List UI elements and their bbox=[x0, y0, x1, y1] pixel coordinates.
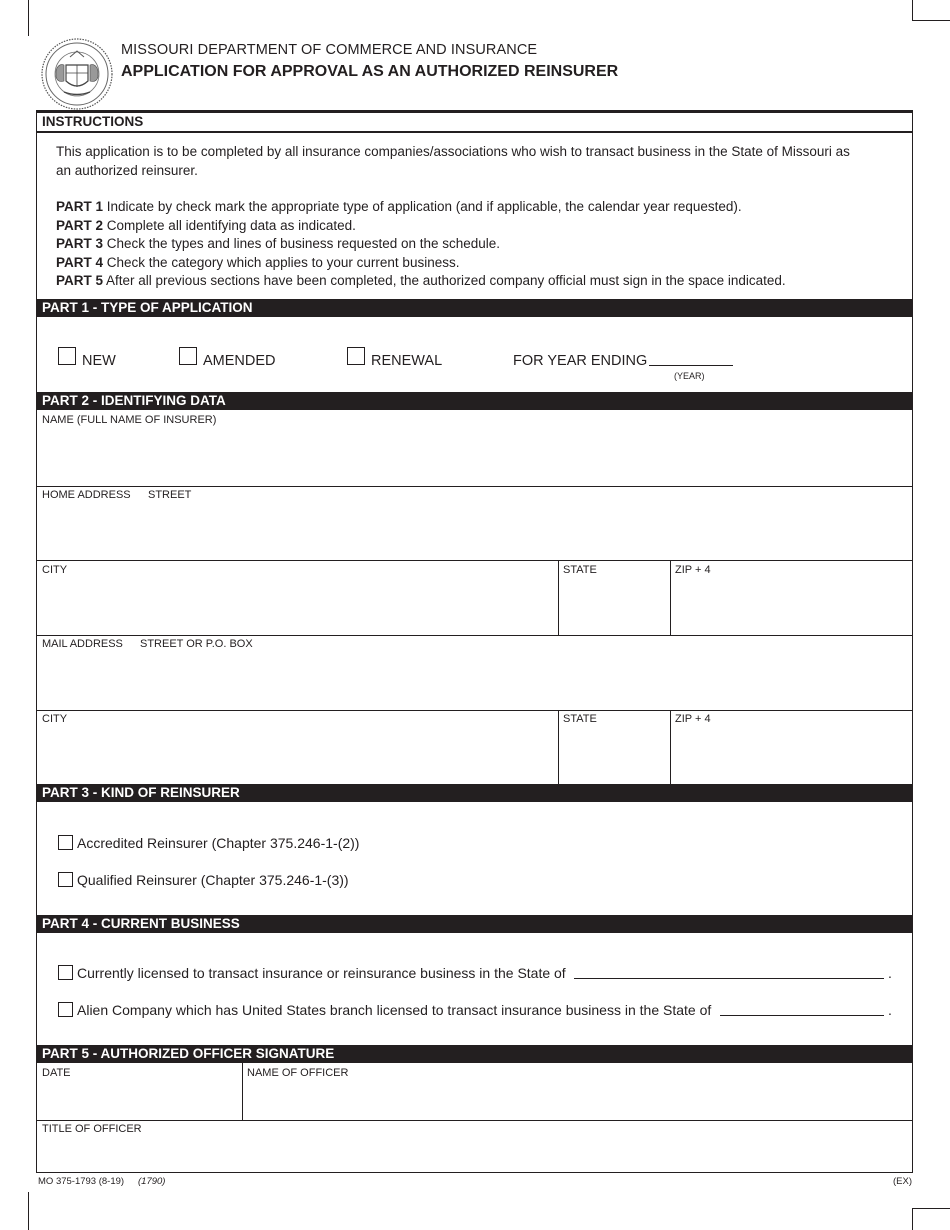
instructions-intro-line1: This application is to be completed by all insurance companies/associations who wish to transact business in the State of Missouri as bbox=[56, 144, 850, 159]
instruction-part-5 bbox=[56, 272, 786, 291]
accredited-label: Accredited Reinsurer (Chapter 375.246-1-(2)) bbox=[77, 835, 360, 851]
divider bbox=[37, 486, 912, 487]
part2-heading: PART 2 - IDENTIFYING DATA bbox=[36, 392, 913, 410]
mail-city-label: CITY bbox=[42, 713, 68, 725]
mail-street-label: STREET OR P.O. BOX bbox=[140, 638, 253, 650]
year-ending-label: FOR YEAR ENDING bbox=[513, 353, 648, 369]
part5-heading: PART 5 - AUTHORIZED OFFICER SIGNATURE bbox=[36, 1045, 913, 1063]
year-ending-field[interactable] bbox=[649, 365, 733, 366]
instruction-part-text: After all previous sections have been completed, the authorized company official must sign in the space indicated. bbox=[106, 273, 786, 288]
qualified-checkbox[interactable] bbox=[58, 872, 73, 887]
mail-street-field[interactable] bbox=[37, 652, 912, 708]
mail-state-label: STATE bbox=[563, 713, 597, 725]
licensed-checkbox[interactable] bbox=[58, 965, 73, 980]
divider bbox=[37, 1120, 912, 1121]
divider bbox=[37, 635, 912, 636]
date-field[interactable] bbox=[37, 1080, 241, 1118]
officer-name-field[interactable] bbox=[243, 1080, 912, 1118]
agency-name: MISSOURI DEPARTMENT OF COMMERCE AND INSURANCE bbox=[121, 42, 538, 58]
instruction-part-text: Check the types and lines of business requested on the schedule. bbox=[106, 236, 501, 251]
officer-title-field[interactable] bbox=[37, 1136, 912, 1172]
new-label: NEW bbox=[82, 353, 116, 369]
alien-state-field[interactable] bbox=[720, 1015, 884, 1016]
instruction-part-text: Indicate by check mark the appropriate type of application (and if applicable, the calendar year requested). bbox=[106, 199, 742, 214]
instruction-part-1 bbox=[56, 198, 742, 217]
instruction-part-4 bbox=[56, 254, 459, 273]
qualified-label: Qualified Reinsurer (Chapter 375.246-1-(3)) bbox=[77, 872, 349, 888]
instruction-part-text: Check the category which applies to your current business. bbox=[106, 254, 460, 270]
licensed-label: Currently licensed to transact insurance or reinsurance business in the State of bbox=[77, 965, 566, 981]
form-ex: (EX) bbox=[893, 1176, 912, 1187]
form-title: APPLICATION FOR APPROVAL AS AN AUTHORIZED REINSURER bbox=[121, 63, 619, 80]
form-code: (1790) bbox=[138, 1176, 166, 1187]
instruction-part-2 bbox=[56, 217, 356, 236]
home-zip-label: ZIP + 4 bbox=[675, 564, 711, 576]
part1-heading: PART 1 - TYPE OF APPLICATION bbox=[36, 299, 913, 317]
instruction-part-label: PART 4 bbox=[56, 254, 104, 270]
crop-mark-bottom-right-v bbox=[912, 1208, 913, 1230]
instruction-part-label: PART 2 bbox=[56, 217, 104, 233]
mail-zip-label: ZIP + 4 bbox=[675, 713, 711, 725]
amended-checkbox[interactable] bbox=[179, 347, 197, 365]
licensed-state-field[interactable] bbox=[574, 978, 884, 979]
crop-mark-top-right-v bbox=[912, 0, 913, 20]
home-zip-field[interactable] bbox=[671, 577, 912, 633]
instruction-part-label: PART 3 bbox=[56, 236, 104, 251]
instruction-part-label: PART 1 bbox=[56, 199, 104, 214]
form-number: MO 375-1793 (8-19) bbox=[38, 1176, 125, 1187]
home-street-label: STREET bbox=[148, 489, 192, 501]
instruction-part-label: PART 5 bbox=[56, 273, 104, 288]
crop-mark-bottom-right-h bbox=[912, 1208, 950, 1209]
alien-label: Alien Company which has United States branch licensed to transact insurance business in the State of bbox=[77, 1002, 712, 1018]
new-checkbox[interactable] bbox=[58, 347, 76, 365]
mail-state-field[interactable] bbox=[559, 727, 669, 783]
date-label: DATE bbox=[42, 1067, 71, 1079]
divider bbox=[37, 560, 912, 561]
officer-name-label: NAME OF OFFICER bbox=[247, 1067, 349, 1079]
mail-address-label: MAIL ADDRESS bbox=[42, 638, 123, 650]
officer-title-label: TITLE OF OFFICER bbox=[42, 1123, 142, 1135]
instructions-heading: INSTRUCTIONS bbox=[37, 113, 912, 133]
year-sublabel: (YEAR) bbox=[674, 371, 705, 381]
divider bbox=[37, 710, 912, 711]
home-state-field[interactable] bbox=[559, 577, 669, 633]
mail-zip-field[interactable] bbox=[671, 727, 912, 783]
insurer-name-label: NAME (FULL NAME OF INSURER) bbox=[42, 414, 217, 426]
home-city-field[interactable] bbox=[37, 577, 557, 633]
renewal-label: RENEWAL bbox=[371, 353, 443, 369]
application-form bbox=[36, 110, 913, 1173]
licensed-period: . bbox=[888, 965, 892, 981]
accredited-checkbox[interactable] bbox=[58, 835, 73, 850]
instruction-part-3 bbox=[56, 235, 500, 254]
alien-checkbox[interactable] bbox=[58, 1002, 73, 1017]
home-state-label: STATE bbox=[563, 564, 597, 576]
home-address-label: HOME ADDRESS bbox=[42, 489, 131, 501]
mail-city-field[interactable] bbox=[37, 727, 557, 783]
amended-label: AMENDED bbox=[203, 353, 276, 369]
missouri-state-seal bbox=[40, 37, 114, 111]
home-city-label: CITY bbox=[42, 564, 68, 576]
insurer-name-field[interactable] bbox=[37, 427, 912, 485]
crop-mark-top-left bbox=[28, 0, 29, 36]
crop-mark-bottom-left bbox=[28, 1192, 29, 1230]
home-street-field[interactable] bbox=[37, 503, 912, 559]
renewal-checkbox[interactable] bbox=[347, 347, 365, 365]
part4-heading: PART 4 - CURRENT BUSINESS bbox=[36, 915, 913, 933]
alien-period: . bbox=[888, 1002, 892, 1018]
crop-mark-top-right-h bbox=[912, 20, 950, 21]
instructions-intro-line2: an authorized reinsurer. bbox=[56, 162, 198, 178]
instruction-part-text: Complete all identifying data as indicated. bbox=[106, 217, 356, 233]
part3-heading: PART 3 - KIND OF REINSURER bbox=[36, 784, 913, 802]
